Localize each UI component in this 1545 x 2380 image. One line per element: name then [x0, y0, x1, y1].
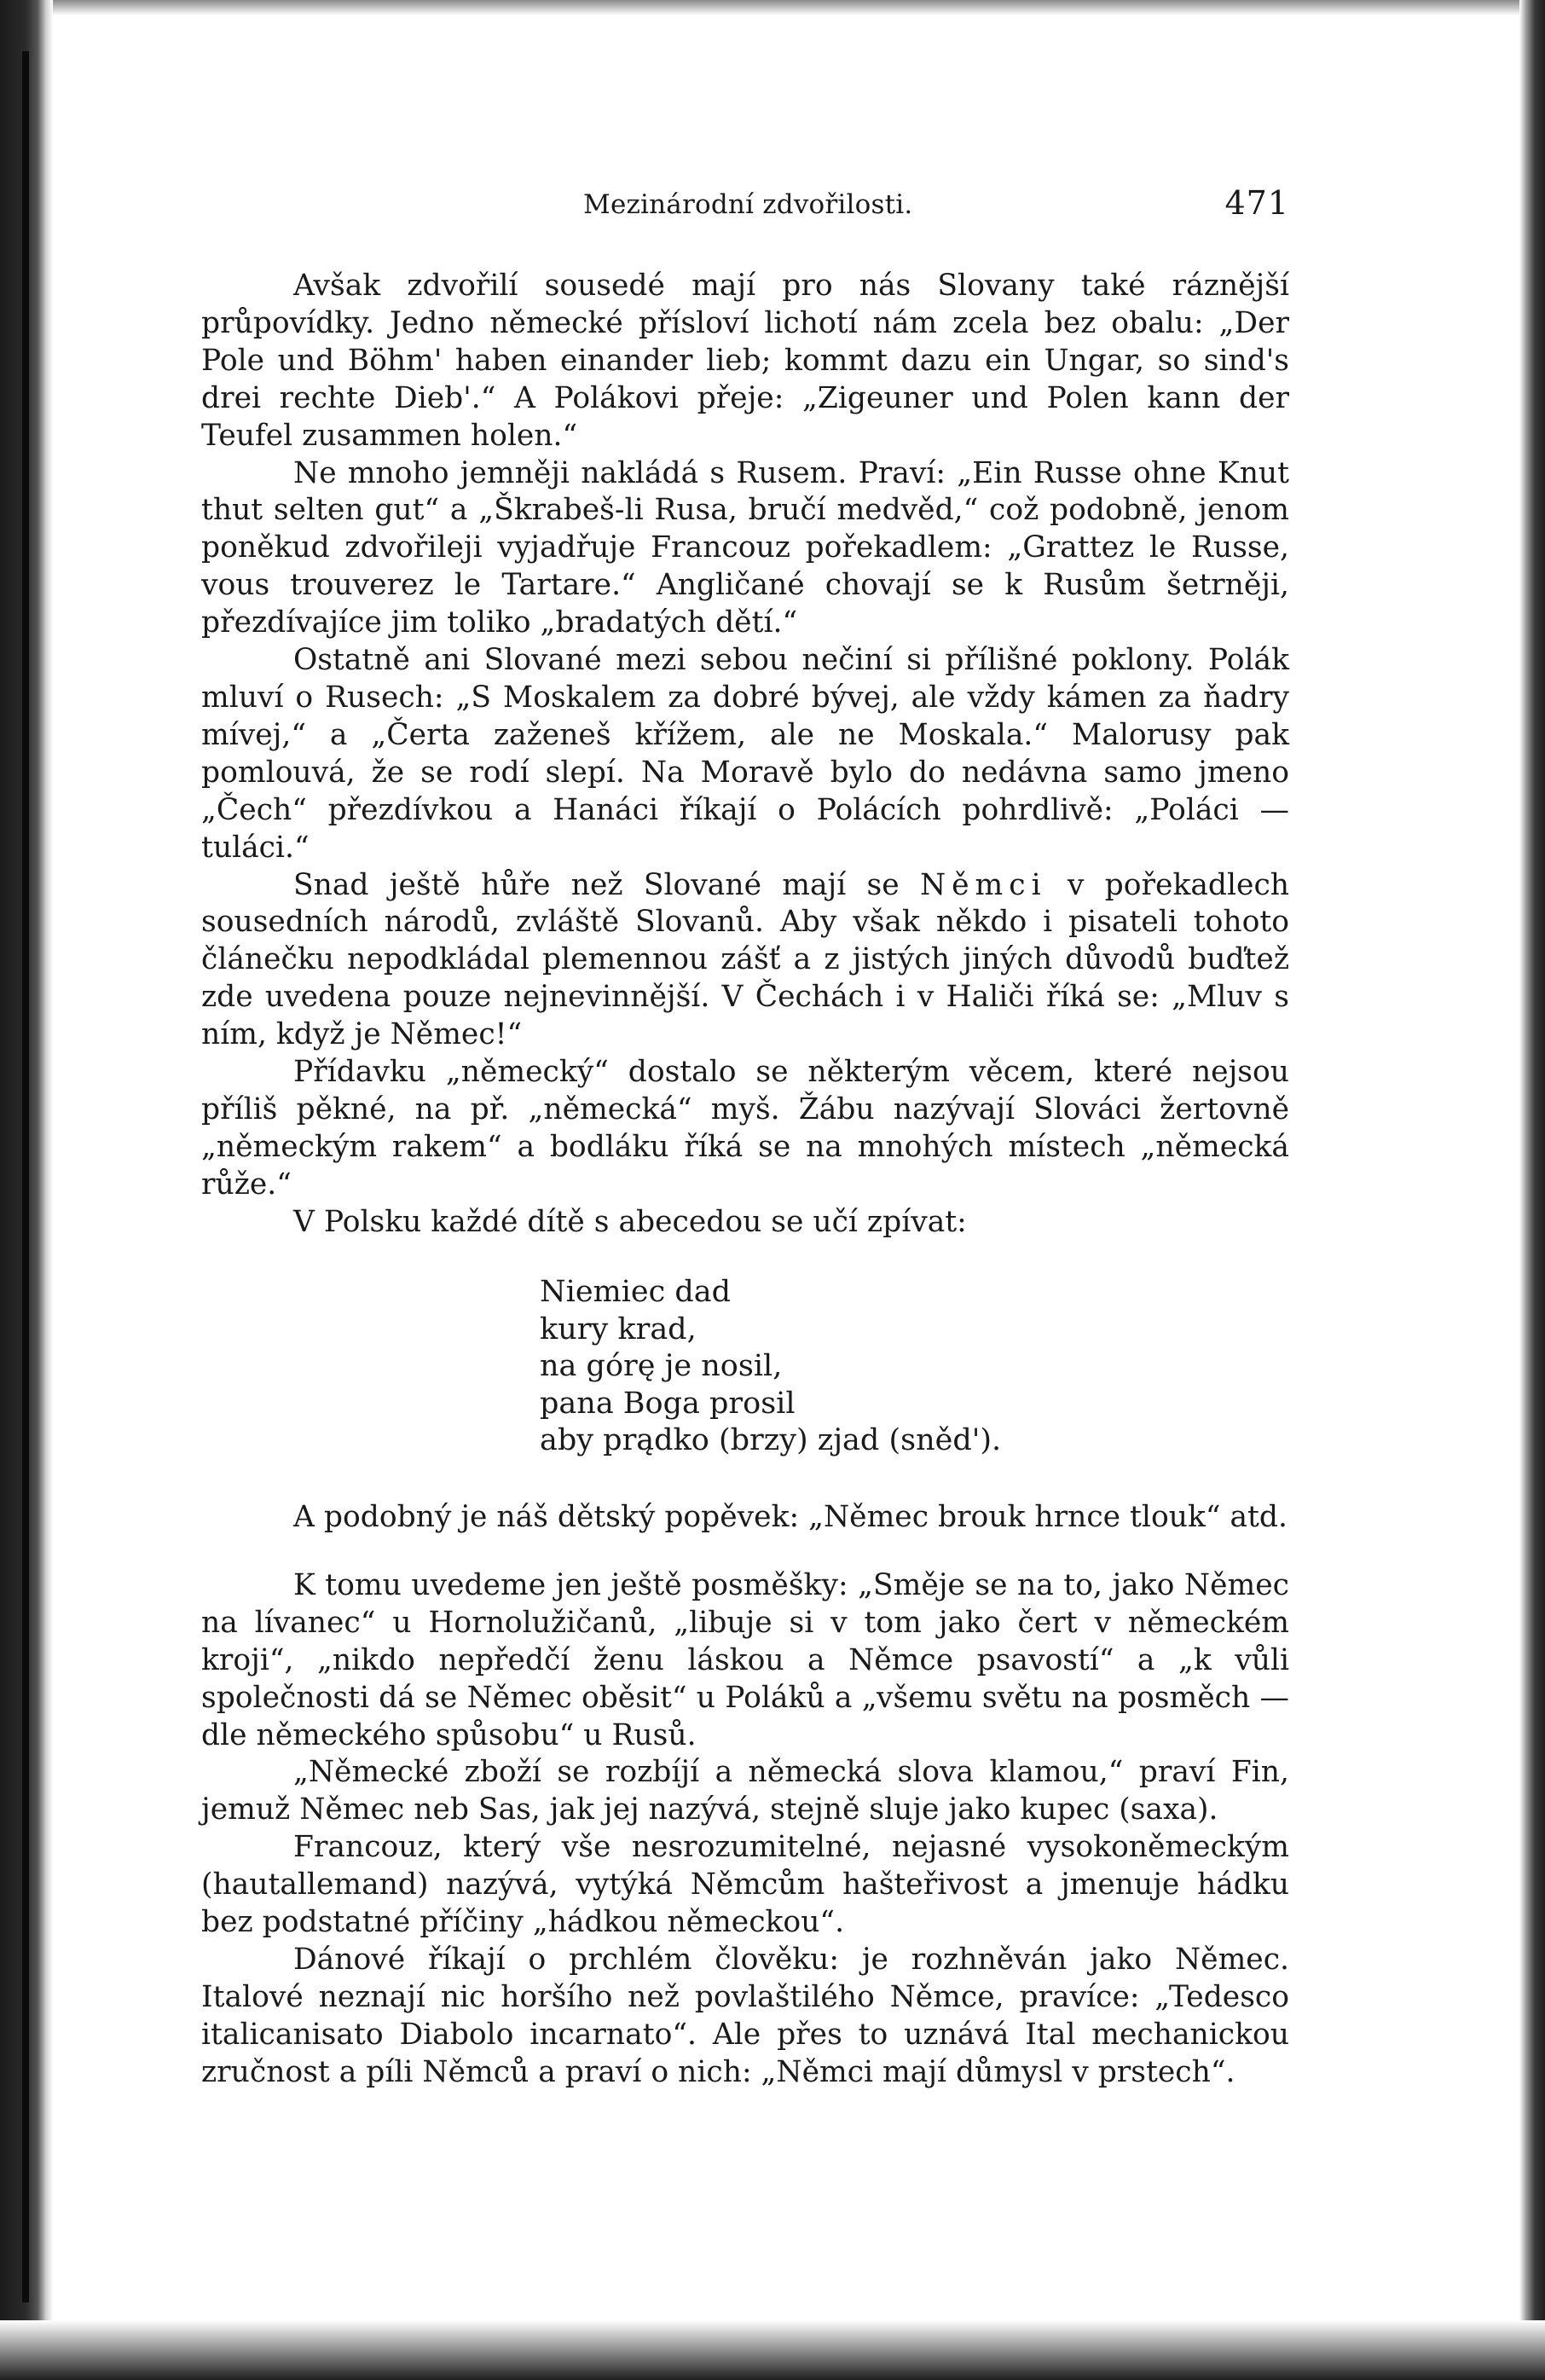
paragraph-text-before: Snad ještě hůře než Slované mají se — [293, 867, 920, 902]
paragraph: V Polsku každé dítě s abecedou se učí zpívat: — [293, 1204, 967, 1239]
paragraph-text-after: v pořekadlech sousedních národů, zvláště Slovanů. Aby však někdo i pisateli tohoto článečku nepodkládal plemennou zášť a z jistých jiných důvodů buďtež zde uvedena pouze nejnevinnější. V Čechách i v Haliči říká se: „Mluv s ním, když je Němec!“ — [201, 867, 1289, 1052]
scan-edge-right — [1519, 0, 1545, 2380]
body-text-upper — [201, 268, 1289, 1242]
paragraph: Přídavku „německý“ dostalo se některým věcem, které nejsou příliš pěkné, na př. „německá“ myš. Žábu nazývají Slováci žertovně „německým rakem“ a bodláku říká se na mnohých místech „německá růže.“ — [201, 1055, 1289, 1202]
poem-line: pana Boga prosil — [540, 1386, 796, 1421]
running-head: Mezinárodní zdvořilosti. — [583, 189, 913, 220]
poem — [540, 1274, 1001, 1460]
body-text-lower — [201, 1499, 1289, 2092]
emphasized-word: Němci — [919, 867, 1047, 902]
paragraph: Avšak zdvořilí sousedé mají pro nás Slovany také ráznější průpovídky. Jedno německé přísloví lichotí nám zcela bez obalu: „Der Pole und Böhm' haben einander lieb; kommt dazu ein Ungar, so sind's drei rechte Dieb'.“ A Polákovi přeje: „Zigeuner und Polen kann der Teufel zusammen holen.“ — [201, 269, 1289, 453]
paragraph: K tomu uvedeme jen ještě posměšky: „Směje se na to, jako Němec na lívanec“ u Hornolužičanů, „libuje si v tom jako čert v německém kroji“, „nikdo nepředčí ženu láskou a Němce psavostí“ a „k vůli společnosti dá se Němec oběsit“ u Poláků a „všemu světu na posměch — dle německého spůsobu“ u Rusů. — [201, 1567, 1289, 1752]
paragraph: Ostatně ani Slované mezi sebou nečiní si přílišné poklony. Polák mluví o Rusech: „S Moskalem za dobré bývej, ale vždy kámen za ňadry mívej,“ a „Čerta zaženeš křížem, ale ne Moskala.“ Malorusy pak pomlouvá, že se rodí slepí. Na Moravě bylo do nedávna samo jmeno „Čech“ přezdívkou a Hanáci říkají o Polácích pohrdlivě: „Poláci — tuláci.“ — [201, 643, 1289, 865]
poem-line: na górę je nosil, — [540, 1349, 783, 1383]
paragraph: Francouz, který vše nesrozumitelné, nejasné vysokoněmeckým (hautallemand) nazývá, vytýká Němcům hašteřivost a jmenuje hádku bez podstatné příčiny „hádkou německou“. — [201, 1830, 1289, 1940]
scan-edge-top — [0, 0, 1545, 15]
scan-edge-bottom — [0, 2320, 1545, 2380]
paragraph: „Německé zboží se rozbíjí a německá slova klamou,“ praví Fin, jemuž Němec neb Sas, jak jej nazývá, stejně sluje jako kupec (saxa). — [201, 1755, 1289, 1827]
paragraph: Dánové říkají o prchlém člověku: je rozhněván jako Němec. Italové neznají nic horšího než povlaštilého Němce, pravíce: „Tedesco italicanisato Diabolo incarnato“. Ale přes to uznává Ital mechanickou zručnost a píli Němců a praví o nich: „Němci mají důmysl v prstech“. — [201, 1942, 1289, 2089]
binding-shadow — [22, 51, 29, 2302]
poem-line: Niemiec dad — [540, 1275, 732, 1309]
paragraph: A podobný je náš dětský popěvek: „Němec brouk hrnce tlouk“ atd. — [293, 1500, 1288, 1534]
poem-line: kury krad, — [540, 1312, 697, 1346]
paragraph: Ne mnoho jemněji nakládá s Rusem. Praví: „Ein Russe ohne Knut thut selten gut“ a „Škrabeš-li Rusa, bručí medvěd,“ což podobně, jenom poněkud zdvořileji vyjadřuje Francouz pořekadlem: „Grattez le Russe, vous trouverez le Tartare.“ Angličané chovají se k Rusům šetrněji, přezdívajíce jim toliko „bradatých dětí.“ — [201, 455, 1289, 640]
poem-line: aby prądko (brzy) zjad (sněd'). — [540, 1423, 1002, 1457]
scan-edge-left — [0, 0, 53, 2380]
page-number: 471 — [1224, 184, 1289, 222]
paragraph-with-emphasis — [201, 867, 1289, 1055]
page-header — [201, 184, 1289, 235]
